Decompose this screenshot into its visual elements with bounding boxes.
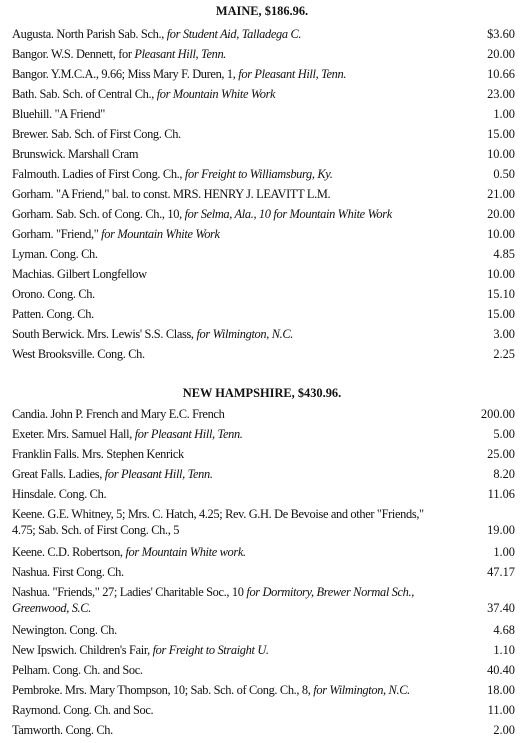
entry-row <box>12 466 515 486</box>
entry-amount: 20.00 <box>487 207 515 221</box>
entry-text: Candia. John P. French and Mary E.C. French <box>12 407 225 421</box>
entry-description <box>12 466 444 482</box>
entry-designation: for Selma, Ala., 10 for Mountain White Work <box>184 207 392 221</box>
entry-description <box>12 246 444 262</box>
entry-row <box>12 266 515 286</box>
entry-text: Lyman. Cong. Ch. <box>12 247 98 261</box>
entry-amount: 1.10 <box>493 643 515 657</box>
entry-text: Keene. G.E. Whitney, 5; Mrs. C. Hatch, 4.25; Rev. G.H. De Bevoise and other "Friends," 4.75; Sab. Sch. of First Cong. Ch., 5 <box>12 507 424 537</box>
entry-text: Tamworth. Cong. Ch. <box>12 723 113 737</box>
entry-row <box>12 46 515 66</box>
entry-row <box>12 66 515 86</box>
entry-amount: 200.00 <box>480 407 515 421</box>
entry-amount: 21.00 <box>487 187 515 201</box>
entry-description <box>12 702 444 718</box>
entry-text: Franklin Falls. Mrs. Stephen Kenrick <box>12 447 184 461</box>
entry-amount: 37.40 <box>487 601 515 615</box>
entry-row <box>12 406 515 426</box>
entry-row <box>12 166 515 186</box>
entry-row <box>12 246 515 266</box>
entry-description <box>12 544 444 560</box>
entry-description <box>12 66 444 82</box>
entry-row <box>12 226 515 246</box>
entry-text: Augusta. North Parish Sab. Sch., <box>12 27 167 41</box>
entry-designation: for Pleasant Hill, Tenn. <box>134 427 243 441</box>
entry-amount: 20.00 <box>487 47 515 61</box>
entry-amount: 15.10 <box>487 287 515 301</box>
entry-row <box>12 426 515 446</box>
entry-row <box>12 682 515 702</box>
entry-text: Gorham. "Friend," <box>12 227 102 241</box>
entry-text: West Brooksville. Cong. Ch. <box>12 347 145 361</box>
entry-description <box>12 622 444 638</box>
entry-description <box>12 406 444 422</box>
entry-text: South Berwick. Mrs. Lewis' S.S. Class, <box>12 327 197 341</box>
entry-text: Bath. Sab. Sch. of Central Ch., <box>12 87 157 101</box>
entry-amount: 11.00 <box>487 703 515 717</box>
entry-designation: for Wilmington, N.C. <box>313 683 410 697</box>
entry-row <box>12 306 515 326</box>
entry-amount: 47.17 <box>487 565 515 579</box>
entry-row <box>12 702 515 722</box>
entry-amount: 5.00 <box>493 427 515 441</box>
entry-amount: 40.40 <box>487 663 515 677</box>
entry-description <box>12 226 444 242</box>
entry-description <box>12 662 444 678</box>
entry-row <box>12 506 515 544</box>
entry-amount: 10.66 <box>487 67 515 81</box>
entry-amount: 15.00 <box>487 127 515 141</box>
entry-text: Pembroke. Mrs. Mary Thompson, 10; Sab. Sch. of Cong. Ch., 8, <box>12 683 314 697</box>
entry-designation: for Freight to Williamsburg, Ky. <box>184 167 333 181</box>
entry-description <box>12 506 444 538</box>
entry-amount: 4.85 <box>493 247 515 261</box>
entry-amount: 25.00 <box>487 447 515 461</box>
entry-description <box>12 26 444 42</box>
entry-amount: 23.00 <box>487 87 515 101</box>
entry-row <box>12 106 515 126</box>
entry-row <box>12 584 515 622</box>
entry-amount: 15.00 <box>487 307 515 321</box>
section-heading: MAINE, $186.96. <box>215 4 309 18</box>
entry-amount: 8.20 <box>493 467 515 481</box>
entry-row <box>12 564 515 584</box>
entry-row <box>12 346 515 366</box>
entry-amount: 10.00 <box>487 147 515 161</box>
entry-row <box>12 146 515 166</box>
entry-amount: $3.60 <box>487 27 515 41</box>
section-heading: NEW HAMPSHIRE, $430.96. <box>182 386 342 400</box>
entry-designation: for Mountain White Work <box>156 87 276 101</box>
entry-description <box>12 346 444 362</box>
entry-description <box>12 306 444 322</box>
entry-amount: 0.50 <box>493 167 515 181</box>
entry-row <box>12 286 515 306</box>
entry-amount: 1.00 <box>493 107 515 121</box>
entry-amount: 19.00 <box>487 523 515 537</box>
entry-amount: 2.00 <box>493 723 515 737</box>
entry-amount: 10.00 <box>487 267 515 281</box>
entry-description <box>12 682 444 698</box>
entry-description <box>12 584 444 616</box>
entry-row <box>12 722 515 742</box>
entry-row <box>12 662 515 682</box>
entry-description <box>12 642 444 658</box>
entry-text: Pelham. Cong. Ch. and Soc. <box>12 663 143 677</box>
entry-row <box>12 126 515 146</box>
entry-row <box>12 26 515 46</box>
entry-row <box>12 622 515 642</box>
entry-description <box>12 446 444 462</box>
entry-row <box>12 206 515 226</box>
entry-designation: for Dormitory, Brewer Normal Sch., Greenwood, S.C. <box>12 585 415 615</box>
entry-text: Brunswick. Marshall Cram <box>12 147 139 161</box>
entry-row <box>12 326 515 346</box>
entry-description <box>12 326 444 342</box>
entry-text: Raymond. Cong. Ch. and Soc. <box>12 703 154 717</box>
entry-designation: for Mountain White Work <box>101 227 220 241</box>
entry-amount: 11.06 <box>487 487 515 501</box>
entry-text: Bangor. W.S. Dennett, for <box>12 47 135 61</box>
entry-row <box>12 544 515 564</box>
entry-description <box>12 206 444 222</box>
entry-description <box>12 86 444 102</box>
entry-row <box>12 446 515 466</box>
entry-text: Gorham. "A Friend," bal. to const. MRS. HENRY J. LEAVITT L.M. <box>12 187 331 201</box>
entry-row <box>12 86 515 106</box>
entry-amount: 18.00 <box>487 683 515 697</box>
entry-designation: Pleasant Hill, Tenn. <box>134 47 227 61</box>
entry-designation: for Pleasant Hill, Tenn. <box>104 467 213 481</box>
entry-description <box>12 146 444 162</box>
entry-text: Great Falls. Ladies, <box>12 467 105 481</box>
entry-amount: 3.00 <box>493 327 515 341</box>
entry-text: Brewer. Sab. Sch. of First Cong. Ch. <box>12 127 181 141</box>
entry-description <box>12 564 444 580</box>
entry-designation: for Wilmington, N.C. <box>196 327 294 341</box>
entry-text: Bluehill. "A Friend" <box>12 107 105 121</box>
entry-text: Keene. C.D. Robertson, <box>12 545 126 559</box>
entry-designation: for Pleasant Hill, Tenn. <box>238 67 347 81</box>
entry-text: Bangor. Y.M.C.A., 9.66; Miss Mary F. Duren, 1, <box>12 67 239 81</box>
entry-row <box>12 486 515 506</box>
entry-row <box>12 642 515 662</box>
entry-designation: for Freight to Straight U. <box>152 643 269 657</box>
entry-text: Gorham. Sab. Sch. of Cong. Ch., 10, <box>12 207 185 221</box>
entry-row <box>12 186 515 206</box>
entry-description <box>12 166 444 182</box>
entry-description <box>12 106 444 122</box>
entry-description <box>12 722 444 738</box>
entry-text: Hinsdale. Cong. Ch. <box>12 487 107 501</box>
entry-text: New Ipswich. Children's Fair, <box>12 643 153 657</box>
entry-text: Nashua. "Friends," 27; Ladies' Charitable Soc., 10 <box>12 585 247 599</box>
entry-designation: for Mountain White work. <box>125 545 246 559</box>
entry-text: Nashua. First Cong. Ch. <box>12 565 124 579</box>
entry-description <box>12 266 444 282</box>
entry-description <box>12 46 444 62</box>
entry-text: Orono. Cong. Ch. <box>12 287 95 301</box>
entry-description <box>12 486 444 502</box>
entry-amount: 1.00 <box>493 545 515 559</box>
entry-text: Patten. Cong. Ch. <box>12 307 94 321</box>
entry-amount: 10.00 <box>487 227 515 241</box>
entry-text: Exeter. Mrs. Samuel Hall, <box>12 427 135 441</box>
entry-designation: for Student Aid, Talladega C. <box>166 27 302 41</box>
entry-amount: 4.68 <box>493 623 515 637</box>
entry-description <box>12 426 444 442</box>
entry-text: Machias. Gilbert Longfellow <box>12 267 147 281</box>
entry-text: Falmouth. Ladies of First Cong. Ch., <box>12 167 185 181</box>
entry-amount: 2.25 <box>493 347 515 361</box>
entry-text: Newington. Cong. Ch. <box>12 623 117 637</box>
entry-description <box>12 286 444 302</box>
entry-description <box>12 186 444 202</box>
entry-description <box>12 126 444 142</box>
